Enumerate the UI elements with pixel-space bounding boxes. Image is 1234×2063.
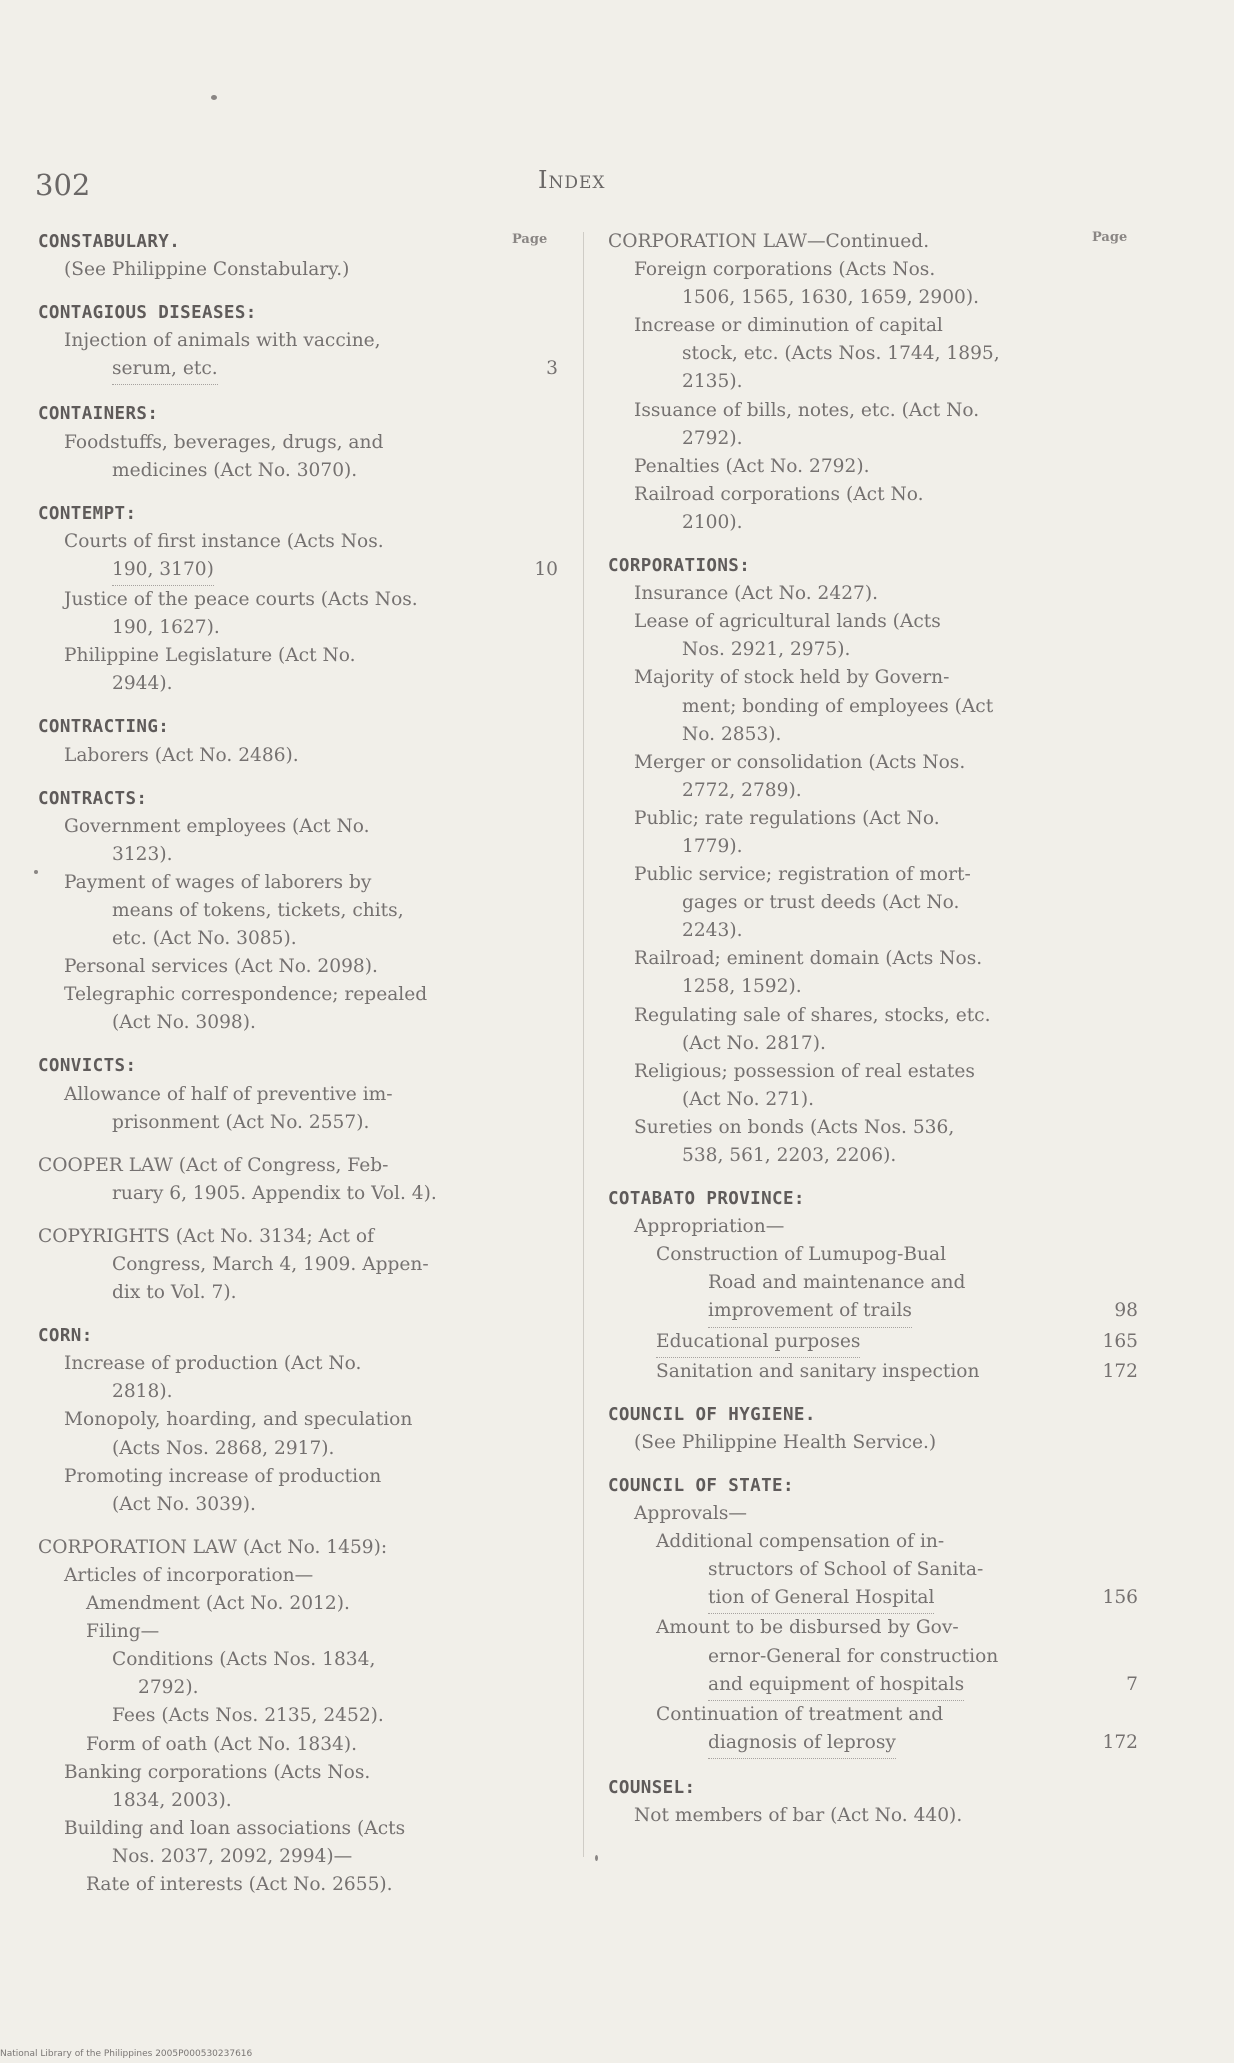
page-column-label-right: Page <box>1092 230 1128 245</box>
index-page-number: 172 <box>1102 1731 1138 1753</box>
index-entry-line <box>608 1614 1138 1642</box>
index-entry-line <box>608 805 1138 833</box>
entry-gap <box>38 284 558 299</box>
index-heading <box>608 1774 1138 1802</box>
index-entry-text: Amount to be disbursed by Gov- <box>656 1617 959 1639</box>
index-page-number: 10 <box>534 558 558 580</box>
index-entry-line <box>608 1429 1138 1457</box>
index-entry-text: Appropriation— <box>634 1216 785 1238</box>
scan-footer: National Library of the Philippines 2005P000530237616 <box>0 2049 253 2059</box>
index-entry-line <box>608 945 1138 973</box>
index-entry-line <box>608 340 1138 368</box>
entry-gap <box>608 1170 1138 1185</box>
index-entry-line <box>38 1759 558 1787</box>
index-entry-text: CONTAGIOUS DISEASES: <box>38 303 257 324</box>
index-entry-line <box>608 425 1138 453</box>
index-page-number: 172 <box>1102 1360 1138 1382</box>
index-entry-text: Philippine Legislature (Act No. <box>64 645 356 667</box>
index-heading <box>38 713 558 741</box>
entry-gap <box>608 1759 1138 1774</box>
column-divider <box>583 232 584 1857</box>
index-entry-line <box>608 228 1138 256</box>
index-entry-text: etc. (Act No. 3085). <box>112 928 297 950</box>
index-entry-line <box>608 917 1138 945</box>
index-entry-line <box>608 721 1138 749</box>
index-entry-line <box>38 1618 558 1646</box>
index-entry-line <box>608 1701 1138 1729</box>
index-entry-text: COTABATO PROVINCE: <box>608 1189 805 1210</box>
index-entry-text: COOPER LAW (Act of Congress, Feb- <box>38 1154 389 1176</box>
index-entry-text: Promoting increase of production <box>64 1465 382 1487</box>
index-entry-text: 538, 561, 2203, 2206). <box>682 1145 897 1166</box>
index-entry-text: diagnosis of leprosy <box>708 1729 896 1759</box>
index-entry-line <box>38 1435 558 1463</box>
index-entry-line <box>38 1646 558 1674</box>
index-entry-text: CONTRACTS: <box>38 788 148 809</box>
index-entry-line <box>38 869 558 897</box>
index-entry-line <box>38 925 558 953</box>
entry-gap <box>38 1519 558 1534</box>
index-entry-line <box>608 1030 1138 1058</box>
index-entry-text: ment; bonding of employees (Act <box>682 695 994 717</box>
index-entry-text: (Act No. 271). <box>682 1088 815 1110</box>
index-entry-text: CORPORATION LAW (Act No. 1459): <box>38 1536 388 1558</box>
index-entry-text: CONTEMPT: <box>38 503 137 524</box>
index-entry-text: 2818). <box>112 1381 173 1403</box>
index-entry-text: stock, etc. (Acts Nos. 1744, 1895, <box>682 343 1000 365</box>
page-speck <box>34 870 38 874</box>
index-heading <box>38 400 558 428</box>
index-entry-line <box>38 1702 558 1730</box>
index-entry-line <box>38 642 558 670</box>
index-entry-line <box>608 1528 1138 1556</box>
index-entry-text: Filing— <box>86 1621 160 1643</box>
index-entry-text: Increase or diminution of capital <box>634 315 943 337</box>
index-entry-text: Conditions (Acts Nos. 1834, <box>112 1649 376 1671</box>
index-entry-line <box>608 1643 1138 1671</box>
index-entry-line <box>608 1269 1138 1297</box>
index-entry-text: Penalties (Act No. 2792). <box>634 455 870 477</box>
index-entry-line <box>608 1142 1138 1170</box>
index-entry-line <box>608 1358 1138 1386</box>
index-entry-text: Public; rate regulations (Act No. <box>634 807 940 829</box>
index-entry-text: dix to Vol. 7). <box>112 1282 237 1304</box>
entry-gap <box>38 698 558 713</box>
index-entry-text: Foodstuffs, beverages, drugs, and <box>64 431 384 453</box>
index-entry-text: Lease of agricultural lands (Acts <box>634 611 941 633</box>
index-entry-text: 2100). <box>682 511 743 533</box>
index-entry-line <box>608 453 1138 481</box>
index-entry-line <box>608 312 1138 340</box>
index-entry-line <box>38 1491 558 1519</box>
index-entry-text: Railroad; eminent domain (Acts Nos. <box>634 948 983 970</box>
index-entry-text: Monopoly, hoarding, and speculation <box>64 1409 413 1431</box>
index-entry-line <box>38 1180 558 1208</box>
index-entry-line <box>38 1009 558 1037</box>
index-entry-text: Articles of incorporation— <box>64 1564 314 1586</box>
index-entry-text: Insurance (Act No. 2427). <box>634 583 879 605</box>
index-entry-line <box>38 841 558 869</box>
index-entry-line <box>608 1671 1138 1701</box>
index-entry-text: Sureties on bonds (Acts Nos. 536, <box>634 1116 955 1138</box>
index-entry-text: Sanitation and sanitary inspection <box>656 1360 980 1382</box>
index-entry-text: Banking corporations (Acts Nos. <box>64 1761 371 1783</box>
index-entry-line <box>38 953 558 981</box>
index-entry-line <box>608 256 1138 284</box>
index-entry-text: 1506, 1565, 1630, 1659, 2900). <box>682 287 980 309</box>
index-entry-line <box>38 1815 558 1843</box>
index-entry-text: Merger or consolidation (Acts Nos. <box>634 751 966 773</box>
index-entry-text: CONTAINERS: <box>38 404 159 425</box>
index-entry-text: Foreign corporations (Acts Nos. <box>634 259 936 281</box>
index-entry-text: 1834, 2003). <box>112 1789 232 1811</box>
entry-gap <box>38 1307 558 1322</box>
index-entry-text: (Act No. 2817). <box>682 1032 826 1054</box>
index-entry-line <box>38 1534 558 1562</box>
index-entry-line <box>608 608 1138 636</box>
index-entry-text: Justice of the peace courts (Acts Nos. <box>64 589 418 611</box>
index-entry-line <box>608 481 1138 509</box>
index-entry-text: COPYRIGHTS (Act No. 3134; Act of <box>38 1225 374 1247</box>
index-entry-line <box>38 981 558 1009</box>
entry-gap <box>38 385 558 400</box>
index-entry-text: No. 2853). <box>682 723 782 745</box>
index-entry-text: 2792). <box>138 1677 199 1699</box>
index-entry-text: Approvals— <box>634 1503 747 1525</box>
index-page-number: 156 <box>1102 1587 1138 1609</box>
index-entry-text: ernor-General for construction <box>708 1645 999 1667</box>
index-entry-text: structors of School of Sanita- <box>708 1559 984 1581</box>
index-entry-line <box>38 256 558 284</box>
index-entry-text: Laborers (Act No. 2486). <box>64 744 299 766</box>
index-entry-line <box>608 1500 1138 1528</box>
index-entry-line <box>38 670 558 698</box>
index-entry-text: Educational purposes <box>656 1328 860 1358</box>
index-entry-line <box>38 586 558 614</box>
index-entry-line <box>38 429 558 457</box>
index-entry-text: 1779). <box>682 835 743 857</box>
index-heading <box>608 1185 1138 1213</box>
index-entry-text: Not members of bar (Act No. 440). <box>634 1804 963 1826</box>
index-entry-text: serum, etc. <box>112 355 218 385</box>
index-entry-line <box>608 1114 1138 1142</box>
index-entry-line <box>608 636 1138 664</box>
index-page-number: 165 <box>1102 1330 1138 1352</box>
index-heading <box>38 228 558 256</box>
page-number: 302 <box>35 168 91 202</box>
index-entry-text: Road and maintenance and <box>708 1272 966 1294</box>
index-entry-text: Regulating sale of shares, stocks, etc. <box>634 1004 991 1026</box>
index-entry-line <box>608 1729 1138 1759</box>
index-entry-line <box>38 1081 558 1109</box>
index-entry-text: Construction of Lumupog-Bual <box>656 1244 947 1266</box>
index-entry-text: Payment of wages of laborers by <box>64 871 372 893</box>
index-entry-line <box>608 664 1138 692</box>
index-entry-line <box>38 1674 558 1702</box>
index-entry-text: gages or trust deeds (Act No. <box>682 892 960 914</box>
index-entry-line <box>38 355 558 385</box>
index-heading <box>38 500 558 528</box>
index-entry-line <box>608 777 1138 805</box>
index-entry-text: Nos. 2037, 2092, 2994)— <box>112 1845 353 1867</box>
index-entry-text: Majority of stock held by Govern- <box>634 667 950 689</box>
index-entry-line <box>608 397 1138 425</box>
index-entry-line <box>608 1002 1138 1030</box>
index-entry-text: Personal services (Act No. 2098). <box>64 956 378 978</box>
index-page-number: 98 <box>1114 1300 1138 1322</box>
index-entry-text: 190, 3170) <box>112 556 214 586</box>
index-entry-line <box>608 1584 1138 1614</box>
entry-gap <box>38 1037 558 1052</box>
index-entry-text: CONTRACTING: <box>38 717 170 738</box>
index-heading <box>38 1322 558 1350</box>
index-entry-text: 2944). <box>112 673 173 695</box>
index-entry-text: Congress, March 4, 1909. Appen- <box>112 1254 429 1275</box>
index-entry-line <box>38 1152 558 1180</box>
index-entry-line <box>38 1406 558 1434</box>
index-entry-line <box>608 749 1138 777</box>
index-entry-text: 2243). <box>682 920 743 942</box>
index-entry-text: CORPORATIONS: <box>608 556 751 577</box>
index-entry-line <box>38 1109 558 1137</box>
index-column-left <box>38 228 558 1899</box>
running-head: Index <box>538 166 606 194</box>
index-entry-text: Form of oath (Act No. 1834). <box>86 1733 358 1755</box>
page-column-label-left: Page <box>512 232 548 247</box>
index-heading <box>38 785 558 813</box>
index-entry-text: CORN: <box>38 1326 93 1347</box>
index-entry-text: improvement of trails <box>708 1297 912 1327</box>
index-heading <box>38 1052 558 1080</box>
index-entry-line <box>38 1350 558 1378</box>
index-entry-text: Building and loan associations (Acts <box>64 1817 406 1839</box>
index-heading <box>608 1472 1138 1500</box>
index-entry-line <box>608 1213 1138 1241</box>
index-entry-text: Railroad corporations (Act No. <box>634 483 924 505</box>
index-entry-line <box>608 889 1138 917</box>
entry-gap <box>38 1208 558 1223</box>
index-entry-text: Government employees (Act No. <box>64 815 370 837</box>
index-entry-text: Telegraphic correspondence; repealed <box>64 984 428 1006</box>
index-entry-text: COUNCIL OF STATE: <box>608 1475 794 1496</box>
index-entry-text: Nos. 2921, 2975). <box>682 639 851 661</box>
index-entry-line <box>38 1251 558 1279</box>
index-entry-text: CORPORATION LAW—Continued. <box>608 231 930 252</box>
index-entry-text: COUNCIL OF HYGIENE. <box>608 1404 816 1425</box>
index-entry-line <box>608 284 1138 312</box>
index-page-number: 3 <box>546 358 558 380</box>
entry-gap <box>608 537 1138 552</box>
index-entry-line <box>608 368 1138 396</box>
index-entry-text: CONVICTS: <box>38 1056 137 1077</box>
index-entry-text: (See Philippine Constabulary.) <box>64 259 350 281</box>
entry-gap <box>608 1457 1138 1472</box>
index-entry-line <box>38 1279 558 1307</box>
index-entry-text: Amendment (Act No. 2012). <box>86 1593 350 1615</box>
index-entry-line <box>608 1241 1138 1269</box>
index-entry-text: Rate of interests (Act No. 2655). <box>86 1873 393 1895</box>
index-entry-line <box>38 742 558 770</box>
index-entry-text: (See Philippine Health Service.) <box>634 1431 937 1453</box>
index-entry-line <box>38 813 558 841</box>
index-entry-line <box>38 1590 558 1618</box>
index-entry-line <box>608 509 1138 537</box>
index-entry-text: (Act No. 3039). <box>112 1493 256 1515</box>
index-column-right <box>608 228 1138 1830</box>
entry-gap <box>38 1137 558 1152</box>
page-speck <box>211 95 217 100</box>
index-entry-line <box>608 580 1138 608</box>
index-entry-line <box>38 614 558 642</box>
index-entry-line <box>38 327 558 355</box>
index-entry-text: COUNSEL: <box>608 1777 696 1798</box>
index-entry-text: Allowance of half of preventive im- <box>64 1083 393 1105</box>
index-entry-text: Additional compensation of in- <box>656 1531 945 1553</box>
index-entry-text: and equipment of hospitals <box>708 1671 964 1701</box>
index-entry-line <box>38 1843 558 1871</box>
page-speck <box>595 1855 598 1861</box>
entry-gap <box>38 485 558 500</box>
index-entry-line <box>608 693 1138 721</box>
index-entry-text: 2135). <box>682 371 743 393</box>
index-entry-text: (Act No. 3098). <box>112 1012 256 1034</box>
index-entry-line <box>38 1378 558 1406</box>
index-entry-line <box>608 1058 1138 1086</box>
index-entry-line <box>608 1556 1138 1584</box>
index-entry-line <box>608 1086 1138 1114</box>
index-entry-text: 190, 1627). <box>112 617 220 639</box>
index-entry-line <box>38 1731 558 1759</box>
index-entry-line <box>38 1223 558 1251</box>
index-entry-text: 2792). <box>682 427 743 449</box>
index-page-number: 7 <box>1126 1673 1138 1695</box>
entry-gap <box>38 770 558 785</box>
index-entry-text: 1258, 1592). <box>682 976 802 998</box>
index-entry-line <box>608 1328 1138 1358</box>
index-entry-line <box>38 1562 558 1590</box>
index-entry-text: (Acts Nos. 2868, 2917). <box>112 1437 335 1459</box>
index-entry-text: CONSTABULARY. <box>38 232 181 252</box>
index-entry-line <box>38 897 558 925</box>
index-entry-line <box>38 457 558 485</box>
index-entry-line <box>38 1871 558 1899</box>
index-entry-text: Fees (Acts Nos. 2135, 2452). <box>112 1705 384 1727</box>
index-entry-text: 2772, 2789). <box>682 779 802 801</box>
index-entry-text: Courts of first instance (Acts Nos. <box>64 530 384 552</box>
index-entry-text: prisonment (Act No. 2557). <box>112 1111 370 1133</box>
index-entry-text: means of tokens, tickets, chits, <box>112 899 404 921</box>
index-entry-line <box>608 833 1138 861</box>
index-entry-line <box>608 861 1138 889</box>
index-heading <box>38 299 558 327</box>
index-entry-text: medicines (Act No. 3070). <box>112 459 358 481</box>
index-heading <box>608 1401 1138 1429</box>
index-entry-line <box>608 973 1138 1001</box>
entry-gap <box>608 1386 1138 1401</box>
index-entry-line <box>38 1463 558 1491</box>
index-entry-text: Injection of animals with vaccine, <box>64 330 381 352</box>
index-heading <box>608 552 1138 580</box>
index-entry-line <box>38 1787 558 1815</box>
index-entry-text: ruary 6, 1905. Appendix to Vol. 4). <box>112 1182 437 1204</box>
index-entry-text: tion of General Hospital <box>708 1584 934 1614</box>
index-entry-line <box>608 1802 1138 1830</box>
index-entry-line <box>608 1297 1138 1327</box>
index-entry-text: 3123). <box>112 843 173 865</box>
index-entry-line <box>38 556 558 586</box>
index-entry-text: Continuation of treatment and <box>656 1703 944 1725</box>
index-entry-text: Religious; possession of real estates <box>634 1060 975 1082</box>
index-entry-text: Increase of production (Act No. <box>64 1353 362 1375</box>
index-entry-text: Issuance of bills, notes, etc. (Act No. <box>634 399 980 421</box>
index-entry-text: Public service; registration of mort- <box>634 864 971 886</box>
index-entry-line <box>38 528 558 556</box>
